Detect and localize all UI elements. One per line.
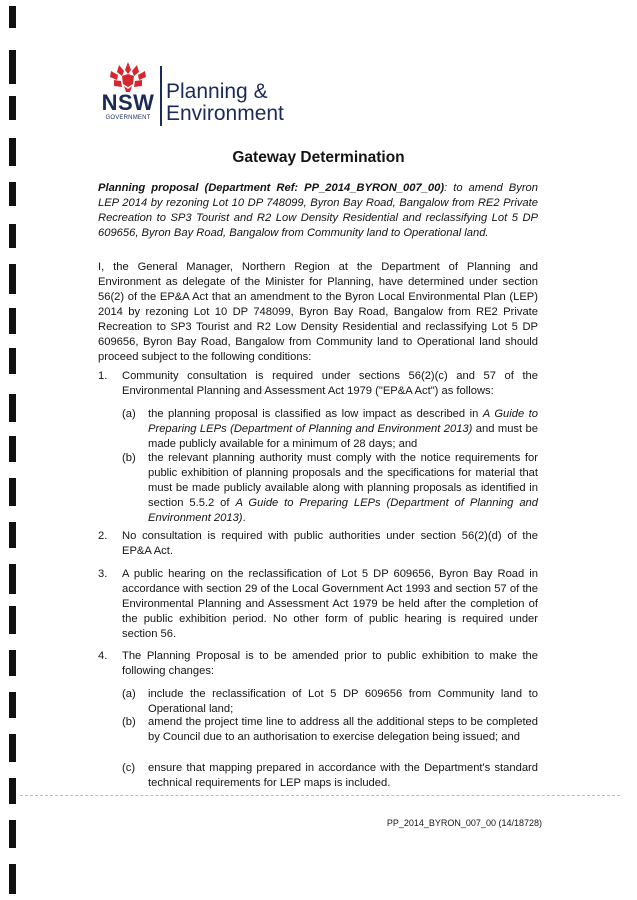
condition-text: No consultation is required with public authorities under section 56(2)(d) of the EP&A Act. [122, 530, 538, 557]
condition-number: 3. [98, 568, 108, 580]
scan-mark [9, 864, 16, 894]
sub-condition-text: amend the project time line to address all the additional steps to be completed by Council due to an authorisation to exercise delegation being issued; and [148, 716, 538, 743]
scan-artifact-line [20, 795, 620, 796]
sub-condition-text: the planning proposal is classified as low impact as described in A Guide to Preparing LEPs (Department of Planning and Environment 2013) and must be made publicly available for a minimum of 28 days; and [148, 408, 538, 450]
sub-condition-letter: (a) [122, 408, 136, 420]
document-reference-footer: PP_2014_BYRON_007_00 (14/18728) [386, 818, 542, 828]
scan-mark [9, 96, 16, 120]
logo-planning-text: Planning & [166, 80, 268, 103]
scan-mark [9, 50, 16, 84]
condition-text: Community consultation is required under sections 56(2)(c) and 57 of the Environmental Planning and Assessment Act 1979 ("EP&A Act") as follows: [122, 370, 538, 397]
scan-mark [9, 6, 16, 28]
page-title: Gateway Determination [232, 149, 405, 166]
logo-divider [160, 66, 162, 126]
scan-mark [9, 182, 16, 206]
condition-number: 2. [98, 530, 108, 542]
condition-number: 1. [98, 370, 108, 382]
sub-condition-text: ensure that mapping prepared in accordance with the Department's standard technical requirements for LEP maps is included. [148, 762, 538, 789]
scan-mark [9, 522, 16, 548]
nsw-wordmark: NSW [101, 90, 155, 115]
scan-mark [9, 692, 16, 718]
government-label: GOVERNMENT [105, 115, 151, 121]
sub-condition-letter: (a) [122, 688, 136, 700]
scan-mark [9, 820, 16, 848]
condition-number: 4. [98, 650, 108, 662]
condition-text: The Planning Proposal is to be amended prior to public exhibition to make the following changes: [122, 650, 538, 677]
scan-mark [9, 606, 16, 634]
scan-mark [9, 778, 16, 804]
sub-condition-letter: (b) [122, 452, 136, 464]
scan-mark [9, 650, 16, 676]
waratah-icon [100, 60, 156, 94]
sub-condition-text: include the reclassification of Lot 5 DP 609656 from Community land to Operational land; [148, 688, 538, 715]
proposal-intro [98, 181, 538, 241]
scan-mark [9, 308, 16, 334]
proposal-description: : to amend Byron LEP 2014 by rezoning Lot 10 DP 748099, Byron Bay Road, Bangalow from RE2 Private Recreation to SP3 Tourist and R2 Low Density Residential and reclassifying Lot 5 DP 609656, Byron Bay Road, Bangalow from Community land to Operational land. [98, 182, 538, 239]
scan-mark [9, 348, 16, 374]
sub-condition-letter: (b) [122, 716, 136, 728]
sub-condition-letter: (c) [122, 762, 136, 774]
scan-mark [9, 394, 16, 422]
sub-condition-text: the relevant planning authority must comply with the notice requirements for public exhibition of planning proposals and the specifications for material that must be made publicly available along with planning proposals as identified in section 5.5.2 of A Guide to Preparing LEPs (Department of Planning and Environment 2013). [148, 452, 538, 524]
scan-mark [9, 478, 16, 506]
scan-mark [9, 436, 16, 462]
logo-environment-text: Environment [166, 102, 284, 125]
nsw-planning-environment-logo [100, 60, 290, 130]
scan-mark [9, 564, 16, 594]
condition-text: A public hearing on the reclassification of Lot 5 DP 609656, Byron Bay Road in accordance with section 29 of the Local Government Act 1993 and section 57 of the Environmental Planning and Assessment Act 1979 be held after the completion of the public exhibition period. No other form of public hearing is required under section 56. [122, 568, 538, 640]
scan-mark [9, 264, 16, 294]
scan-mark [9, 734, 16, 762]
scan-mark [9, 224, 16, 248]
determination-paragraph: I, the General Manager, Northern Region at the Department of Planning and Environment as delegate of the Minister for Planning, have determined under section 56(2) of the EP&A Act that an amendment to the Byron Local Environmental Plan (LEP) 2014 by rezoning Lot 10 DP 748099, Byron Bay Road, Bangalow from RE2 Private Recreation to SP3 Tourist and R2 Low Density Residential and reclassifying Lot 5 DP 609656, Byron Bay Road, Bangalow from Community land to Operational land should proceed subject to the following conditions: [98, 261, 538, 363]
proposal-reference: Planning proposal (Department Ref: PP_2014_BYRON_007_00) [98, 182, 445, 194]
